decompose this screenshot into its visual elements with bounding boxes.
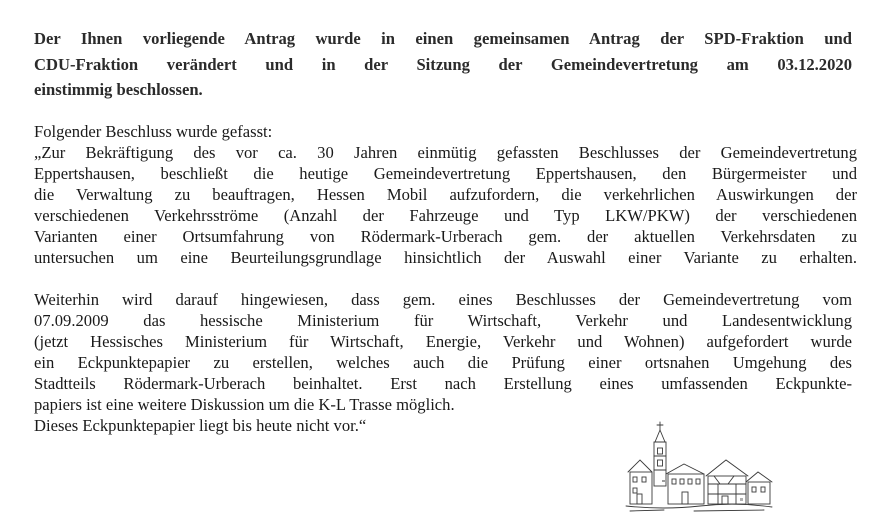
decision-line: Eppertshausen, beschließt die heutige Gemeindevertretung Eppertshausen, den Bürgermeister und (34, 164, 857, 183)
note-line: papiers ist eine weitere Diskussion um die K-L Trasse möglich. (34, 395, 455, 414)
intro-line: CDU-Fraktion verändert und in der Sitzung der Gemeindevertretung am 03.12.2020 (34, 55, 852, 74)
decision-line: die Verwaltung zu beauftragen, Hessen Mobil aufzufordern, die verkehrlichen Auswirkungen der (34, 185, 857, 204)
decision-line: untersuchen um eine Beurteilungsgrundlage hinsichtlich der Auswahl einer Variante zu erhalten. (34, 248, 857, 267)
intro-line: Der Ihnen vorliegende Antrag wurde in einen gemeinsamen Antrag der SPD-Fraktion und (34, 29, 852, 48)
note-line: (jetzt Hessisches Ministerium für Wirtschaft, Energie, Verkehr und Wohnen) aufgefordert wurde (34, 332, 852, 351)
town-sketch-icon (624, 420, 774, 514)
note-line: Stadtteils Rödermark-Urberach beinhaltet. Erst nach Erstellung eines umfassenden Eckpunkte- (34, 374, 852, 393)
decision-line: Varianten einer Ortsumfahrung von Rödermark-Urberach gem. der aktuellen Verkehrsdaten zu (34, 227, 857, 246)
decision-line: „Zur Bekräftigung des vor ca. 30 Jahren einmütig gefassten Beschlusses der Gemeindevertretung (34, 143, 857, 162)
note-line: Weiterhin wird darauf hingewiesen, dass gem. eines Beschlusses der Gemeindevertretung vom (34, 290, 852, 309)
note-line: 07.09.2009 das hessische Ministerium für Wirtschaft, Verkehr und Landesentwicklung (34, 311, 852, 330)
intro-line: einstimmig beschlossen. (34, 80, 203, 99)
decision-heading: Folgender Beschluss wurde gefasst: (34, 122, 273, 141)
note-line: ein Eckpunktepapier zu erstellen, welches auch die Prüfung einer ortsnahen Umgehung des (34, 353, 852, 372)
note-line: Dieses Eckpunktepapier liegt bis heute nicht vor.“ (34, 416, 367, 435)
decision-line: verschiedenen Verkehrsströme (Anzahl der Fahrzeuge und Typ LKW/PKW) der verschiedenen (34, 206, 857, 225)
